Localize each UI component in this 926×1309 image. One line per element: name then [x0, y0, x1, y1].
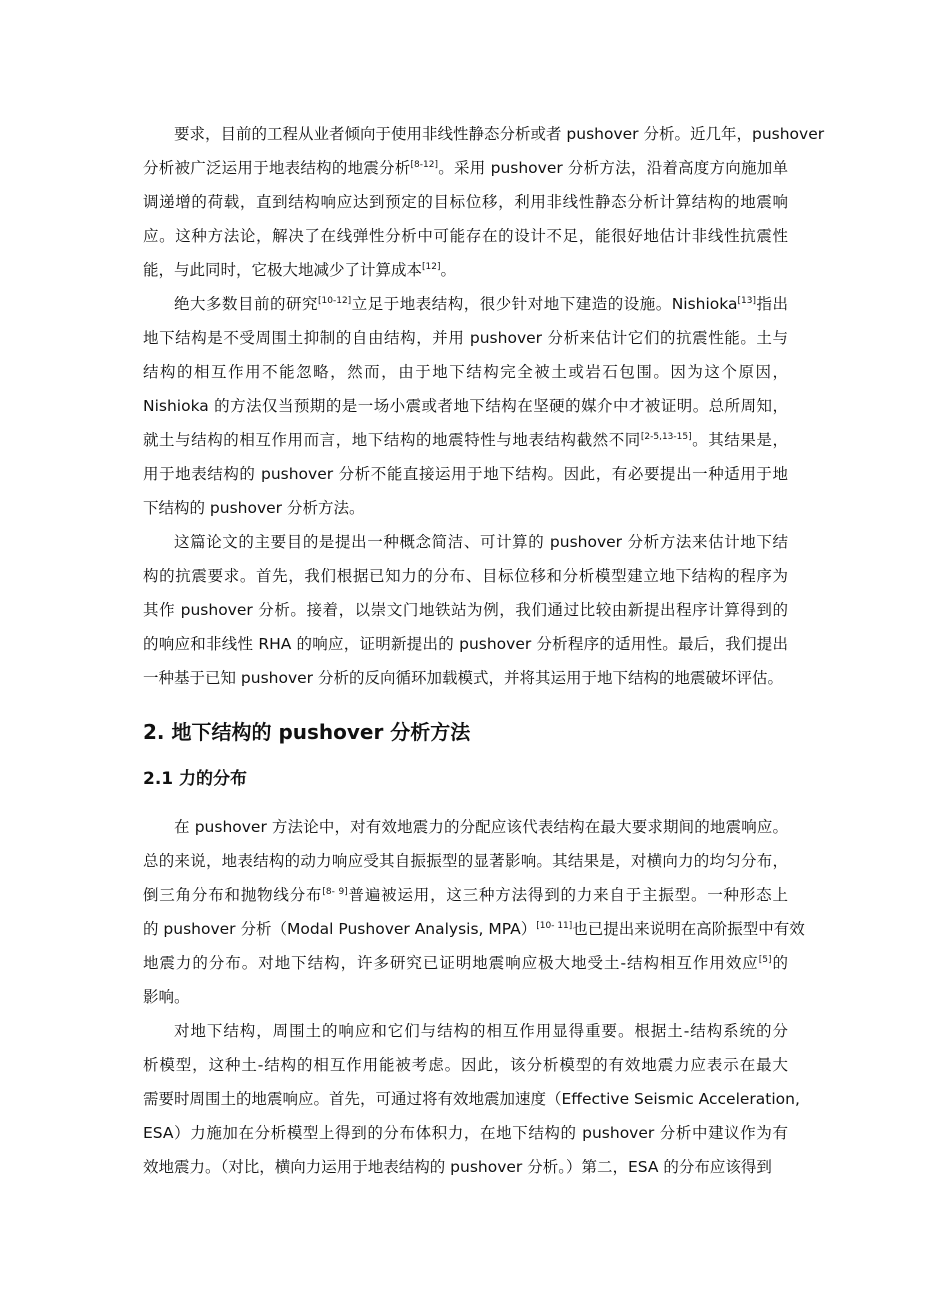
text-segment: 绝大多数目前的研究 — [174, 295, 319, 313]
text-segment: 一种基于已知 pushover 分析的反向循环加载模式，并将其运用于地下结构的地震破坏评估。 — [143, 669, 783, 687]
text-segment: 效地震力。（对比，横向力运用于地表结构的 pushover 分析。）第二，ESA 的分布应该得到 — [143, 1158, 772, 1176]
citation-superscript: [8- 9] — [322, 887, 348, 897]
section-heading-2: 2. 地下结构的 pushover 分析方法 — [143, 720, 471, 744]
text-line — [143, 1116, 788, 1150]
citation-superscript: [10-12] — [318, 296, 352, 306]
text-segment: 应。这种方法论，解决了在线弹性分析中可能存在的设计不足，能很好地估计非线性抗震性 — [143, 227, 788, 245]
text-line — [143, 525, 788, 559]
text-segment: 。采用 pushover 分析方法，沿着高度方向施加单 — [438, 159, 788, 177]
text-line — [143, 810, 788, 844]
text-segment: 的 pushover 分析（Modal Pushover Analysis, MPA） — [143, 920, 537, 938]
text-segment: 构的抗震要求。首先，我们根据已知力的分布、目标位移和分析模型建立地下结构的程序为 — [143, 567, 788, 585]
text-segment: 。其结果是， — [691, 431, 788, 449]
paragraph-intro-continuation — [143, 117, 825, 287]
text-segment: 指出 — [755, 295, 788, 313]
text-segment: 析模型，这种土-结构的相互作用能被考虑。因此，该分析模型的有效地震力应表示在最大 — [143, 1056, 788, 1074]
text-segment: 的 — [771, 954, 788, 972]
text-line — [143, 151, 788, 185]
text-line — [143, 1150, 788, 1184]
text-segment: 就土与结构的相互作用而言，地下结构的地震特性与地表结构截然不同 — [143, 431, 641, 449]
text-segment: 其作 pushover 分析。接着，以崇文门地铁站为例，我们通过比较由新提出程序计算得到的 — [143, 601, 788, 619]
citation-superscript: [13] — [737, 296, 756, 306]
text-line — [143, 844, 788, 878]
text-segment: 也已提出来说明在高阶振型中有效 — [572, 920, 805, 938]
text-line — [143, 423, 788, 457]
citation-superscript: [10- 11] — [536, 921, 573, 931]
text-segment: 要求，目前的工程从业者倾向于使用非线性静态分析或者 pushover 分析。近几年，pushover — [174, 125, 825, 143]
text-line — [143, 389, 788, 423]
citation-superscript: [8-12] — [410, 160, 438, 170]
text-line — [143, 253, 788, 287]
text-segment: 立足于地表结构，很少针对地下建造的设施。Nishioka — [351, 295, 738, 313]
text-line — [143, 1014, 788, 1048]
text-segment: 能，与此同时，它极大地减少了计算成本 — [143, 261, 423, 279]
text-segment: Nishioka 的方法仅当预期的是一场小震或者地下结构在坚硬的媒介中才被证明。总所周知， — [143, 397, 788, 415]
text-line — [143, 593, 788, 627]
text-line — [143, 559, 788, 593]
text-line — [143, 878, 788, 912]
text-line — [143, 1048, 788, 1082]
text-segment: 影响。 — [143, 988, 190, 1006]
text-line — [143, 287, 788, 321]
text-line — [143, 980, 788, 1014]
text-segment: 分析被广泛运用于地表结构的地震分析 — [143, 159, 411, 177]
text-segment: 总的来说，地表结构的动力响应受其自振振型的显著影响。其结果是，对横向力的均匀分布， — [143, 852, 788, 870]
text-line — [143, 185, 788, 219]
text-segment: 。 — [440, 261, 457, 279]
text-segment: 地下结构是不受周围土抑制的自由结构，并用 pushover 分析来估计它们的抗震性能。土与 — [143, 329, 788, 347]
text-segment: 的响应和非线性 RHA 的响应，证明新提出的 pushover 分析程序的适用性。最后，我们提出 — [143, 635, 788, 653]
text-segment: 需要时周围土的地震响应。首先，可通过将有效地震加速度（Effective Seismic Acceleration, — [143, 1090, 800, 1108]
citation-superscript: [5] — [758, 955, 772, 965]
text-segment: 地震力的分布。对地下结构，许多研究已证明地震响应极大地受土-结构相互作用效应 — [143, 954, 759, 972]
text-line — [143, 661, 788, 695]
text-line — [143, 1082, 800, 1116]
text-segment: 这篇论文的主要目的是提出一种概念简洁、可计算的 pushover 分析方法来估计地下结 — [174, 533, 788, 551]
text-line — [143, 457, 788, 491]
paragraph-previous-studies — [143, 287, 788, 525]
text-segment: 调递增的荷载，直到结构响应达到预定的目标位移，利用非线性静态分析计算结构的地震响 — [143, 193, 788, 211]
text-segment: 普遍被运用，这三种方法得到的力来自于主振型。一种形态上 — [347, 886, 788, 904]
text-segment: 对地下结构，周围土的响应和它们与结构的相互作用显得重要。根据土-结构系统的分 — [174, 1022, 788, 1040]
paragraph-soil-structure-interaction — [143, 1014, 800, 1184]
text-line — [143, 627, 788, 661]
text-line — [143, 219, 788, 253]
citation-superscript: [12] — [422, 262, 441, 272]
text-line — [143, 117, 825, 151]
paragraph-paper-purpose — [143, 525, 788, 695]
citation-superscript: [2-5,13-15] — [640, 432, 692, 442]
text-segment: 在 pushover 方法论中，对有效地震力的分配应该代表结构在最大要求期间的地震响应。 — [174, 818, 788, 836]
text-line — [143, 946, 788, 980]
text-line — [143, 491, 788, 525]
subsection-heading-2-1: 2.1 力的分布 — [143, 769, 248, 789]
text-segment: 倒三角分布和抛物线分布 — [143, 886, 323, 904]
text-line — [143, 355, 788, 389]
text-line — [143, 321, 788, 355]
text-segment: 结构的相互作用不能忽略，然而，由于地下结构完全被土或岩石包围。因为这个原因， — [143, 363, 788, 381]
text-segment: 下结构的 pushover 分析方法。 — [143, 499, 365, 517]
text-segment: ESA）力施加在分析模型上得到的分布体积力，在地下结构的 pushover 分析中建议作为有 — [143, 1124, 788, 1142]
paragraph-force-distribution — [143, 810, 805, 1014]
text-line — [143, 912, 805, 946]
text-segment: 用于地表结构的 pushover 分析不能直接运用于地下结构。因此，有必要提出一种适用于地 — [143, 465, 788, 483]
